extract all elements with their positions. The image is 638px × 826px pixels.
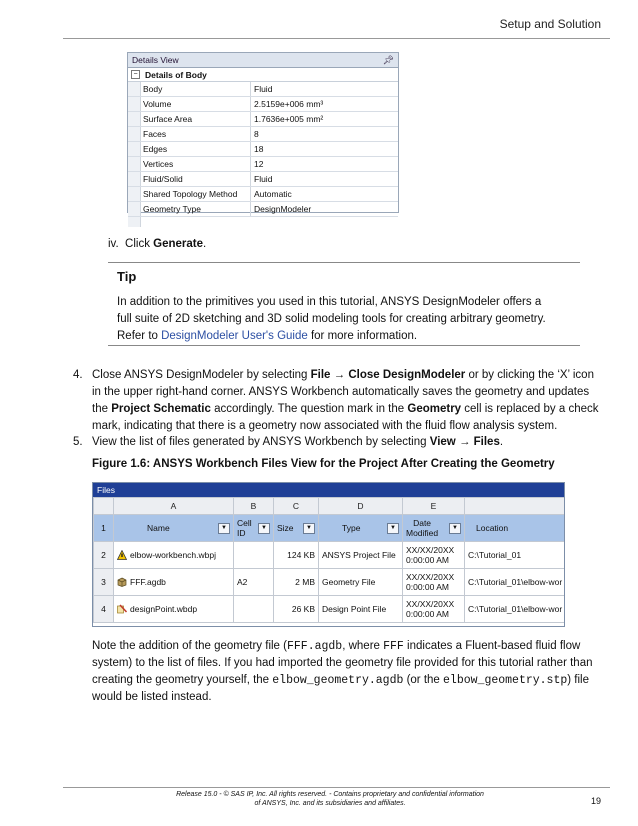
date-cell: XX/XX/20XX 0:00:00 AM	[403, 596, 465, 623]
item-number: 4.	[73, 369, 83, 381]
tip-top-rule	[108, 262, 580, 263]
note-text: Note the addition of the geometry file (	[92, 640, 287, 652]
code-fff: FFF	[383, 640, 404, 653]
property-label: Shared Topology Method	[141, 187, 251, 201]
property-value[interactable]: Automatic	[254, 189, 292, 199]
row-gutter	[128, 187, 141, 201]
details-section-header[interactable]	[128, 68, 398, 82]
pushpin-icon[interactable]: 📌︎	[382, 54, 394, 65]
header-label: Date Modified	[406, 518, 439, 538]
type-cell: Geometry File	[319, 569, 403, 596]
property-label: Surface Area	[141, 112, 251, 126]
header-type[interactable]	[319, 515, 403, 542]
details-view-title: Details View	[132, 55, 179, 65]
property-value[interactable]: 12	[254, 159, 264, 169]
property-value[interactable]: Fluid	[254, 84, 273, 94]
footer-line-1: Release 15.0 - © SAS IP, Inc. All rights reserved. - Contains proprietary and confidential information	[176, 791, 484, 798]
property-value[interactable]: DesignModeler	[254, 204, 312, 214]
dropdown-icon[interactable]: ▼	[303, 523, 315, 534]
generate-label: Generate	[153, 238, 204, 250]
tip-bottom-rule	[108, 345, 580, 346]
details-row[interactable]	[128, 112, 398, 127]
details-row[interactable]	[128, 82, 398, 97]
row-gutter	[128, 157, 141, 171]
cell-id-cell	[234, 596, 274, 623]
column-letter: D	[319, 498, 403, 515]
design-point-icon	[117, 604, 130, 614]
step-iv	[108, 238, 206, 250]
code-elbow-agdb: elbow_geometry.agdb	[272, 674, 404, 687]
cell-id-cell	[234, 542, 274, 569]
file-name-cell[interactable]	[114, 569, 234, 596]
dropdown-icon[interactable]: ▼	[218, 523, 230, 534]
type-cell: Design Point File	[319, 596, 403, 623]
item-text: accordingly. The question mark in the	[210, 403, 408, 415]
geometry-term: Geometry	[407, 403, 462, 415]
step-number: iv.	[108, 238, 119, 250]
menu-files: Files	[473, 436, 500, 448]
cell-id-cell: A2	[234, 569, 274, 596]
location-cell: C:\Tutorial_01	[465, 542, 566, 569]
date-cell: XX/XX/20XX 0:00:00 AM	[403, 569, 465, 596]
note-text: ) file would be listed instead.	[92, 674, 589, 703]
details-row[interactable]	[128, 142, 398, 157]
menu-close-designmodeler: Close DesignModeler	[348, 369, 466, 381]
header-cell-id[interactable]	[234, 515, 274, 542]
geometry-file-icon	[117, 577, 130, 587]
property-value[interactable]: 2.5159e+006 mm³	[254, 99, 324, 109]
size-cell: 124 KB	[274, 542, 319, 569]
dropdown-icon[interactable]: ▼	[449, 523, 461, 534]
row-gutter	[128, 82, 141, 96]
header-date-modified[interactable]	[403, 515, 465, 542]
type-cell: ANSYS Project File	[319, 542, 403, 569]
header-label: Cell ID	[237, 518, 252, 538]
header-rule	[63, 38, 610, 39]
column-letter: A	[114, 498, 234, 515]
note-text: , where	[342, 640, 384, 652]
item-number: 5.	[73, 436, 83, 448]
details-blank-row	[128, 217, 398, 227]
column-letter-row	[94, 498, 566, 515]
footer-rule	[63, 787, 610, 788]
item-text: or by clicking the ‘X’ icon in the upper right-hand corner. ANSYS Workbench automatically saves the geometry and updates the	[92, 369, 594, 415]
property-label: Faces	[141, 127, 251, 141]
property-label: Volume	[141, 97, 251, 111]
date-cell: XX/XX/20XX 0:00:00 AM	[403, 542, 465, 569]
page-number: 19	[590, 796, 601, 806]
property-value[interactable]: 18	[254, 144, 264, 154]
details-row[interactable]	[128, 157, 398, 172]
project-schematic-term: Project Schematic	[111, 403, 211, 415]
note-paragraph	[92, 638, 604, 706]
file-name: FFF.agdb	[130, 576, 166, 587]
header-row	[94, 515, 566, 542]
row-number: 1	[94, 515, 114, 542]
table-row[interactable]	[94, 542, 566, 569]
step-text: Click	[125, 238, 154, 250]
property-value[interactable]: 1.7636e+005 mm²	[254, 114, 324, 124]
designmodeler-guide-link[interactable]: DesignModeler User's Guide	[161, 330, 308, 342]
menu-view: View	[429, 436, 456, 448]
menu-file: File	[310, 369, 331, 381]
table-row[interactable]	[94, 596, 566, 623]
details-section-label: Details of Body	[145, 69, 207, 80]
table-row[interactable]	[94, 569, 566, 596]
column-letter: C	[274, 498, 319, 515]
header-name[interactable]	[114, 515, 234, 542]
row-number: 2	[94, 542, 114, 569]
details-row[interactable]	[128, 202, 398, 217]
file-name-cell[interactable]	[114, 596, 234, 623]
figure-caption: Figure 1.6: ANSYS Workbench Files View for the Project After Creating the Geometry	[92, 458, 555, 470]
property-label: Vertices	[141, 157, 251, 171]
tip-title: Tip	[117, 269, 137, 284]
code-elbow-stp: elbow_geometry.stp	[443, 674, 568, 687]
property-value[interactable]: Fluid	[254, 174, 273, 184]
property-label: Edges	[141, 142, 251, 156]
note-text: (or the	[403, 674, 444, 686]
row-gutter	[128, 112, 141, 126]
location-cell: C:\Tutorial_01\elbow-wor	[465, 569, 566, 596]
item-text: View the list of files generated by ANSYS Workbench by selecting	[92, 436, 430, 448]
row-number: 4	[94, 596, 114, 623]
header-size[interactable]	[274, 515, 319, 542]
files-title-bar: Files	[93, 483, 564, 497]
details-row[interactable]	[128, 97, 398, 112]
details-row[interactable]	[128, 127, 398, 142]
item-text: .	[499, 436, 504, 448]
corner-cell	[94, 498, 114, 515]
row-gutter	[128, 142, 141, 156]
tip-body	[117, 294, 557, 345]
note-text: indicates a Fluent-based fluid flow system) to the list of files. If you had imported the geometry file provided for this tutorial rather than creating the geometry yourself, the	[92, 640, 593, 686]
row-gutter	[128, 202, 141, 216]
code-fff-agdb: FFF.agdb	[286, 640, 343, 653]
size-cell: 2 MB	[274, 569, 319, 596]
list-item-5	[73, 434, 604, 451]
column-letter-empty	[465, 498, 566, 515]
tip-text-end: for more information.	[307, 330, 418, 342]
dropdown-icon[interactable]: ▼	[258, 523, 270, 534]
details-row[interactable]	[128, 187, 398, 202]
header-label: Type	[342, 523, 361, 533]
file-name: designPoint.wbdp	[130, 603, 198, 614]
column-letter: E	[403, 498, 465, 515]
size-cell: 26 KB	[274, 596, 319, 623]
row-gutter	[128, 97, 141, 111]
files-view-window	[92, 482, 565, 627]
row-gutter	[128, 127, 141, 141]
dropdown-icon[interactable]: ▼	[387, 523, 399, 534]
arrow-icon: →	[458, 436, 471, 448]
footer-line-2: of ANSYS, Inc. and its subsidiaries and affiliates.	[254, 800, 406, 807]
list-item-4	[73, 367, 604, 435]
header-label: Name	[147, 523, 170, 533]
file-name-cell[interactable]	[114, 542, 234, 569]
details-row[interactable]	[128, 172, 398, 187]
header-label: Location	[476, 523, 509, 533]
location-cell: C:\Tutorial_01\elbow-wor	[465, 596, 566, 623]
header-label: Size	[277, 523, 294, 533]
column-letter: B	[234, 498, 274, 515]
item-text: Close ANSYS DesignModeler by selecting	[92, 369, 311, 381]
file-name: elbow-workbench.wbpj	[130, 549, 216, 560]
collapse-icon[interactable]: −	[131, 70, 140, 79]
row-number: 3	[94, 569, 114, 596]
header-location[interactable]	[465, 515, 566, 542]
files-table	[93, 497, 565, 623]
item-text: cell is replaced by a check mark, indicating that there is a geometry now associated with the fluid flow analysis system.	[92, 403, 599, 432]
details-view-titlebar	[128, 53, 398, 68]
property-label: Fluid/Solid	[141, 172, 251, 186]
details-view-panel	[127, 52, 399, 213]
arrow-icon: →	[333, 369, 346, 381]
property-label: Body	[141, 82, 251, 96]
footer-copyright	[140, 790, 520, 808]
running-header: Setup and Solution	[499, 17, 601, 31]
row-gutter	[128, 172, 141, 186]
property-label: Geometry Type	[141, 202, 251, 216]
workbench-project-icon	[117, 550, 130, 560]
step-period: .	[203, 238, 207, 250]
tip-text: In addition to the primitives you used in this tutorial, ANSYS DesignModeler offers a full suite of 2D sketching and 3D solid modeling tools for creating arbitrary geometry. Refer to	[117, 296, 546, 342]
property-value[interactable]: 8	[254, 129, 259, 139]
